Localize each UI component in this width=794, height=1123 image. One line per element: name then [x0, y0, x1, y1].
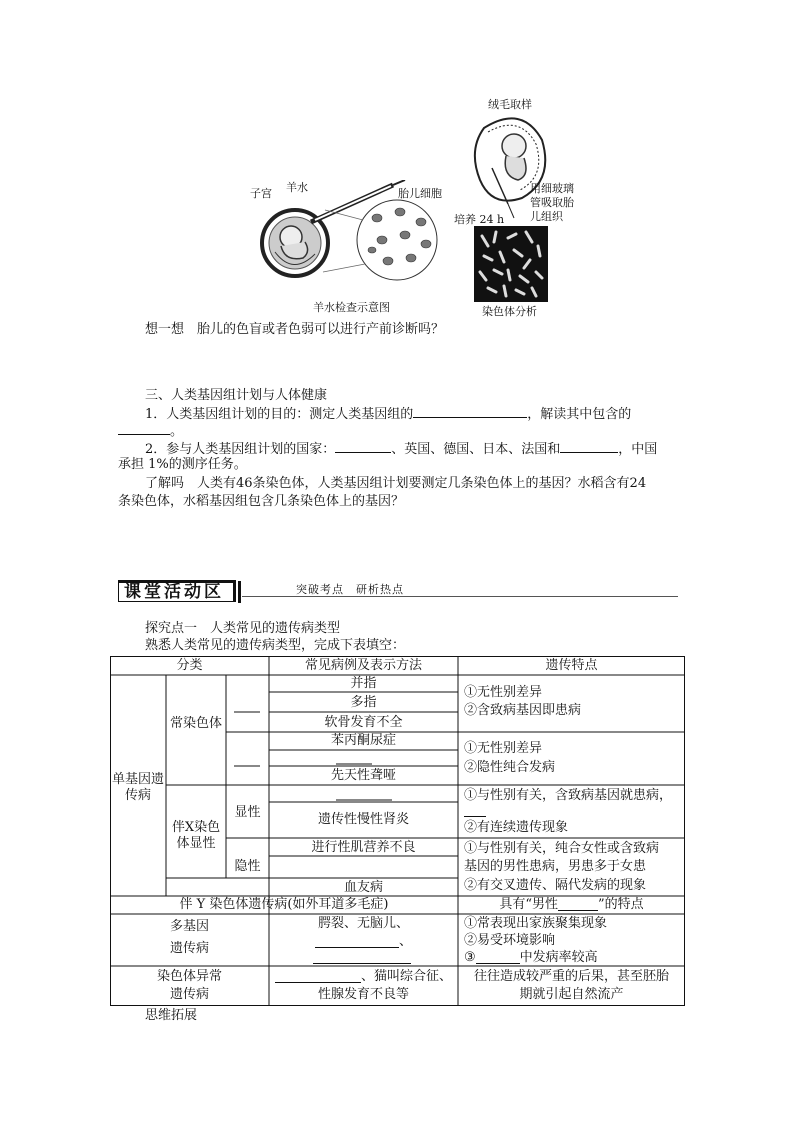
chromosomal-label-1: 染色体异常: [156, 969, 222, 984]
villus-tube-note-3: 儿组织: [530, 210, 563, 223]
example-dmd: 进行性肌营养不良: [311, 839, 416, 855]
example-deafness: 先天性聋哑: [330, 768, 396, 783]
villus-tube-note-1: 用细玻璃: [530, 182, 574, 195]
y-feature-a: 具有“男性: [499, 897, 558, 912]
feature-xr-3: ②有交叉遗传、隔代发病的现象: [464, 877, 647, 893]
feature-auto1-1: ①无性别差异: [464, 685, 543, 700]
header-features: 遗传特点: [545, 657, 598, 673]
explore-instruction: 熟悉人类常见的遗传病类型，完成下表填空：: [145, 638, 406, 653]
blank-polygenic-2[interactable]: [313, 963, 411, 964]
feature-chrom-1: 往往造成较严重的后果，甚至胚胎: [473, 969, 669, 984]
recessive-label: 隐性: [234, 859, 261, 874]
amnio-caption: 羊水检查示意图: [313, 301, 390, 314]
feature-chrom-2: 期就引起自然流产: [519, 987, 624, 1002]
feature-poly-3a: ③: [464, 949, 476, 965]
blank-poly-3[interactable]: [476, 952, 520, 964]
header-category: 分类: [176, 657, 203, 673]
culture-label: 培养 24 h: [454, 213, 505, 226]
polygenic-label-2: 遗传病: [169, 941, 209, 956]
p2-text-a: 2．参与人类基因组计划的国家：: [145, 442, 336, 457]
blank-polygenic-1[interactable]: [315, 936, 399, 948]
y-linked-label: 伴 Y 染色体遗传病(如外耳道多毛症): [179, 897, 389, 912]
polygenic-example-1: 腭裂、无脑儿、: [317, 915, 409, 931]
feature-auto1-2: ②含致病基因即患病: [464, 703, 582, 718]
know-line-1: 了解吗 人类有46条染色体，人类基因组计划要测定几条染色体上的基因？水稻含有24: [145, 476, 647, 491]
p2-text-d: 承担 1%的测序任务。: [118, 457, 247, 472]
feature-poly-1: ①常表现出家族聚集现象: [464, 915, 608, 931]
feature-xr-1: ①与性别有关，纯合女性或含致病: [464, 840, 660, 856]
x-linked-label: 伴X染色体显性: [171, 820, 221, 851]
p2-text-b: 、英国、德国、日本、法国和: [391, 442, 561, 457]
example-nephritis: 遗传性慢性肾炎: [317, 812, 409, 827]
chromosomal-example-2: 性腺发育不良等: [317, 987, 409, 1002]
section3-p2: [145, 440, 657, 458]
p1-text-a: 1．人类基因组计划的目的：测定人类基因组的: [145, 407, 414, 422]
villus-title: 绒毛取样: [488, 98, 532, 111]
example-syndactyly: 并指: [350, 675, 377, 691]
dominant-label: 显性: [234, 805, 261, 820]
feature-auto2-2: ②隐性纯合发病: [464, 760, 556, 775]
polygenic-label-1: 多基因: [169, 919, 209, 934]
example-pku: 苯丙酮尿症: [330, 733, 396, 748]
p1-text-b: ，解读其中包含的: [527, 407, 632, 422]
p1-text-c: 。: [170, 424, 184, 439]
chromosome-spread: [474, 226, 548, 302]
feature-poly-3: [464, 949, 684, 966]
y-feature-b: ”的特点: [598, 897, 644, 912]
disease-table: [110, 656, 685, 1006]
villus-tube-note-2: 管吸取胎: [530, 196, 574, 209]
banner-title: 课堂活动区: [124, 582, 224, 602]
autosomal-label: 常染色体: [170, 716, 223, 731]
blank-country-1[interactable]: [335, 440, 391, 453]
blank-xd[interactable]: [464, 816, 486, 817]
feature-xd-2: ②有连续遗传现象: [464, 820, 569, 835]
feature-poly-2: ②易受环境影响: [464, 932, 556, 948]
blank-chromosomal[interactable]: [275, 971, 361, 983]
example-achondroplasia: 软骨发育不全: [324, 714, 403, 730]
footer-thinking: 思维拓展: [145, 1008, 198, 1023]
example-polydactyly: 多指: [350, 694, 377, 710]
section-banner: [118, 578, 678, 604]
section3-p1: [145, 405, 631, 423]
single-gene-label: 单基因遗传病: [112, 772, 165, 803]
example-hemophilia: 血友病: [343, 879, 383, 895]
blank-country-2[interactable]: [560, 440, 618, 453]
fetal-cells-label: 胎儿细胞: [398, 187, 442, 200]
feature-auto2-1: ①无性别差异: [464, 741, 543, 756]
blank-y[interactable]: [558, 899, 598, 911]
chromosome-micrograph: [474, 226, 548, 302]
chromosomal-example-1: [269, 968, 458, 986]
explore-point: 探究点一 人类常见的遗传病类型: [145, 621, 341, 636]
y-linked-feature: [458, 896, 685, 914]
blank-info[interactable]: [118, 422, 170, 435]
think-question: 想一想 胎儿的色盲或者色弱可以进行产前诊断吗？: [145, 322, 445, 337]
feature-poly-3b: 中发病率较高: [519, 949, 598, 965]
banner-rule: [242, 596, 678, 597]
p2-text-c: ，中国: [618, 442, 658, 457]
feature-xr-2: 基因的男性患病，男患多于女患: [464, 858, 647, 874]
header-examples: 常见病例及表示方法: [304, 657, 422, 673]
banner-subtitle: 突破考点 研析热点: [296, 583, 404, 596]
section3-heading: 三、人类基因组计划与人体健康: [145, 388, 328, 403]
feature-xd-1: ①与性别有关，含致病基因就患病，: [464, 788, 673, 803]
blank-genome[interactable]: [413, 405, 527, 418]
uterus-label: 子宫: [250, 187, 272, 200]
know-line-2: 条染色体，水稻基因组包含几条染色体上的基因？: [118, 494, 405, 509]
polygenic-comma: 、: [398, 933, 412, 949]
polygenic-example-2: [269, 933, 458, 950]
chromosome-caption: 染色体分析: [482, 305, 537, 318]
section3-p1-cont: [118, 422, 183, 440]
chromosomal-example-1-text: 、猫叫综合征、: [360, 969, 452, 984]
amniotic-fluid-label: 羊水: [286, 181, 308, 194]
chromosomal-label-2: 遗传病: [169, 987, 209, 1002]
